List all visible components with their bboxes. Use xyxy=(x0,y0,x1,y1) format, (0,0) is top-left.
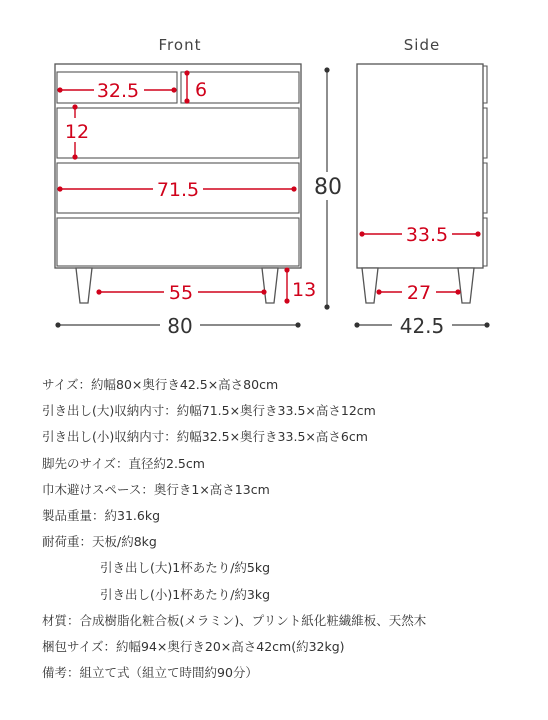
small-drawer-width-dot-right xyxy=(171,87,176,92)
front-cabinet-body xyxy=(55,64,301,268)
spec-baseboard-clearance: 巾木避けスペース：奥行き1×高さ13cm xyxy=(42,481,270,497)
front-view xyxy=(55,64,346,338)
front-leg-right xyxy=(262,268,278,303)
side-drawer-depth-label: 33.5 xyxy=(405,224,449,246)
side-view-title: Side xyxy=(403,36,441,54)
spec-material: 材質：合成樹脂化粧合板(メラミン)、プリント紙化粧繊維板、天然木 xyxy=(42,612,427,628)
spec-load-large-drawer: 引き出し(大)1杯あたり/約5kg xyxy=(100,560,271,576)
front-view-title: Front xyxy=(158,36,202,54)
clearance-height-label: 13 xyxy=(292,279,317,301)
clearance-width-dot-left xyxy=(96,289,101,294)
small-drawer-height-label: 6 xyxy=(195,79,208,101)
side-total-depth-dot-left xyxy=(354,322,359,327)
spec-notes: 備考：組立て式（組立て時間約90分） xyxy=(42,665,258,681)
clearance-height-dot-top xyxy=(284,267,289,272)
side-leg-left xyxy=(362,268,378,303)
front-leg-left xyxy=(76,268,92,303)
side-drawer-depth-dot-right xyxy=(475,231,480,236)
spec-leg-size: 脚先のサイズ：直径約2.5cm xyxy=(42,455,205,471)
clearance-height-dot-bottom xyxy=(284,298,289,303)
small-drawer-width-label: 32.5 xyxy=(96,80,140,102)
total-width-dot-left xyxy=(55,322,60,327)
spec-small-drawer-inner: 引き出し(小)収納内寸：約幅32.5×奥行き33.5×高さ6cm xyxy=(42,429,368,445)
small-drawer-height-dot-top xyxy=(184,70,189,75)
total-height-dot-bottom xyxy=(324,304,329,309)
spec-package-size: 梱包サイズ：約幅94×奥行き20×高さ42cm(約32kg) xyxy=(42,639,345,655)
large-drawer-width-dot-right xyxy=(291,186,296,191)
total-height-dot-top xyxy=(324,67,329,72)
large-drawer-height-dot-top xyxy=(72,104,77,109)
total-width-label: 80 xyxy=(167,314,193,338)
clearance-width-dot-right xyxy=(261,289,266,294)
total-width-dot-right xyxy=(295,322,300,327)
side-total-depth-label: 42.5 xyxy=(399,314,445,338)
spec-load-small-drawer: 引き出し(小)1杯あたり/約3kg xyxy=(100,586,271,602)
large-drawer-width-label: 71.5 xyxy=(156,179,200,201)
side-total-depth-dot-right xyxy=(484,322,489,327)
side-view xyxy=(354,64,489,338)
spec-large-drawer-inner: 引き出し(大)収納内寸：約幅71.5×奥行き33.5×高さ12cm xyxy=(42,403,376,419)
side-leg-right xyxy=(458,268,474,303)
side-drawer-depth-dot-left xyxy=(359,231,364,236)
spec-list xyxy=(42,372,542,686)
small-drawer-height-dot-bottom xyxy=(184,98,189,103)
large-drawer-width-dot-left xyxy=(57,186,62,191)
side-clearance-depth-dot-left xyxy=(376,289,381,294)
small-drawer-width-dot-left xyxy=(57,87,62,92)
side-clearance-depth-dot-right xyxy=(455,289,460,294)
large-drawer-height-label: 12 xyxy=(64,121,90,143)
total-height-label: 80 xyxy=(314,175,342,200)
dimension-diagram xyxy=(0,0,548,350)
clearance-width-label: 55 xyxy=(168,282,194,304)
spec-weight: 製品重量：約31.6kg xyxy=(42,508,161,524)
large-drawer-height-dot-bottom xyxy=(72,154,77,159)
spec-size: サイズ：約幅80×奥行き42.5×高さ80cm xyxy=(42,377,279,392)
spec-load-top: 耐荷重：天板/約8kg xyxy=(42,534,157,550)
side-clearance-depth-label: 27 xyxy=(406,282,432,304)
